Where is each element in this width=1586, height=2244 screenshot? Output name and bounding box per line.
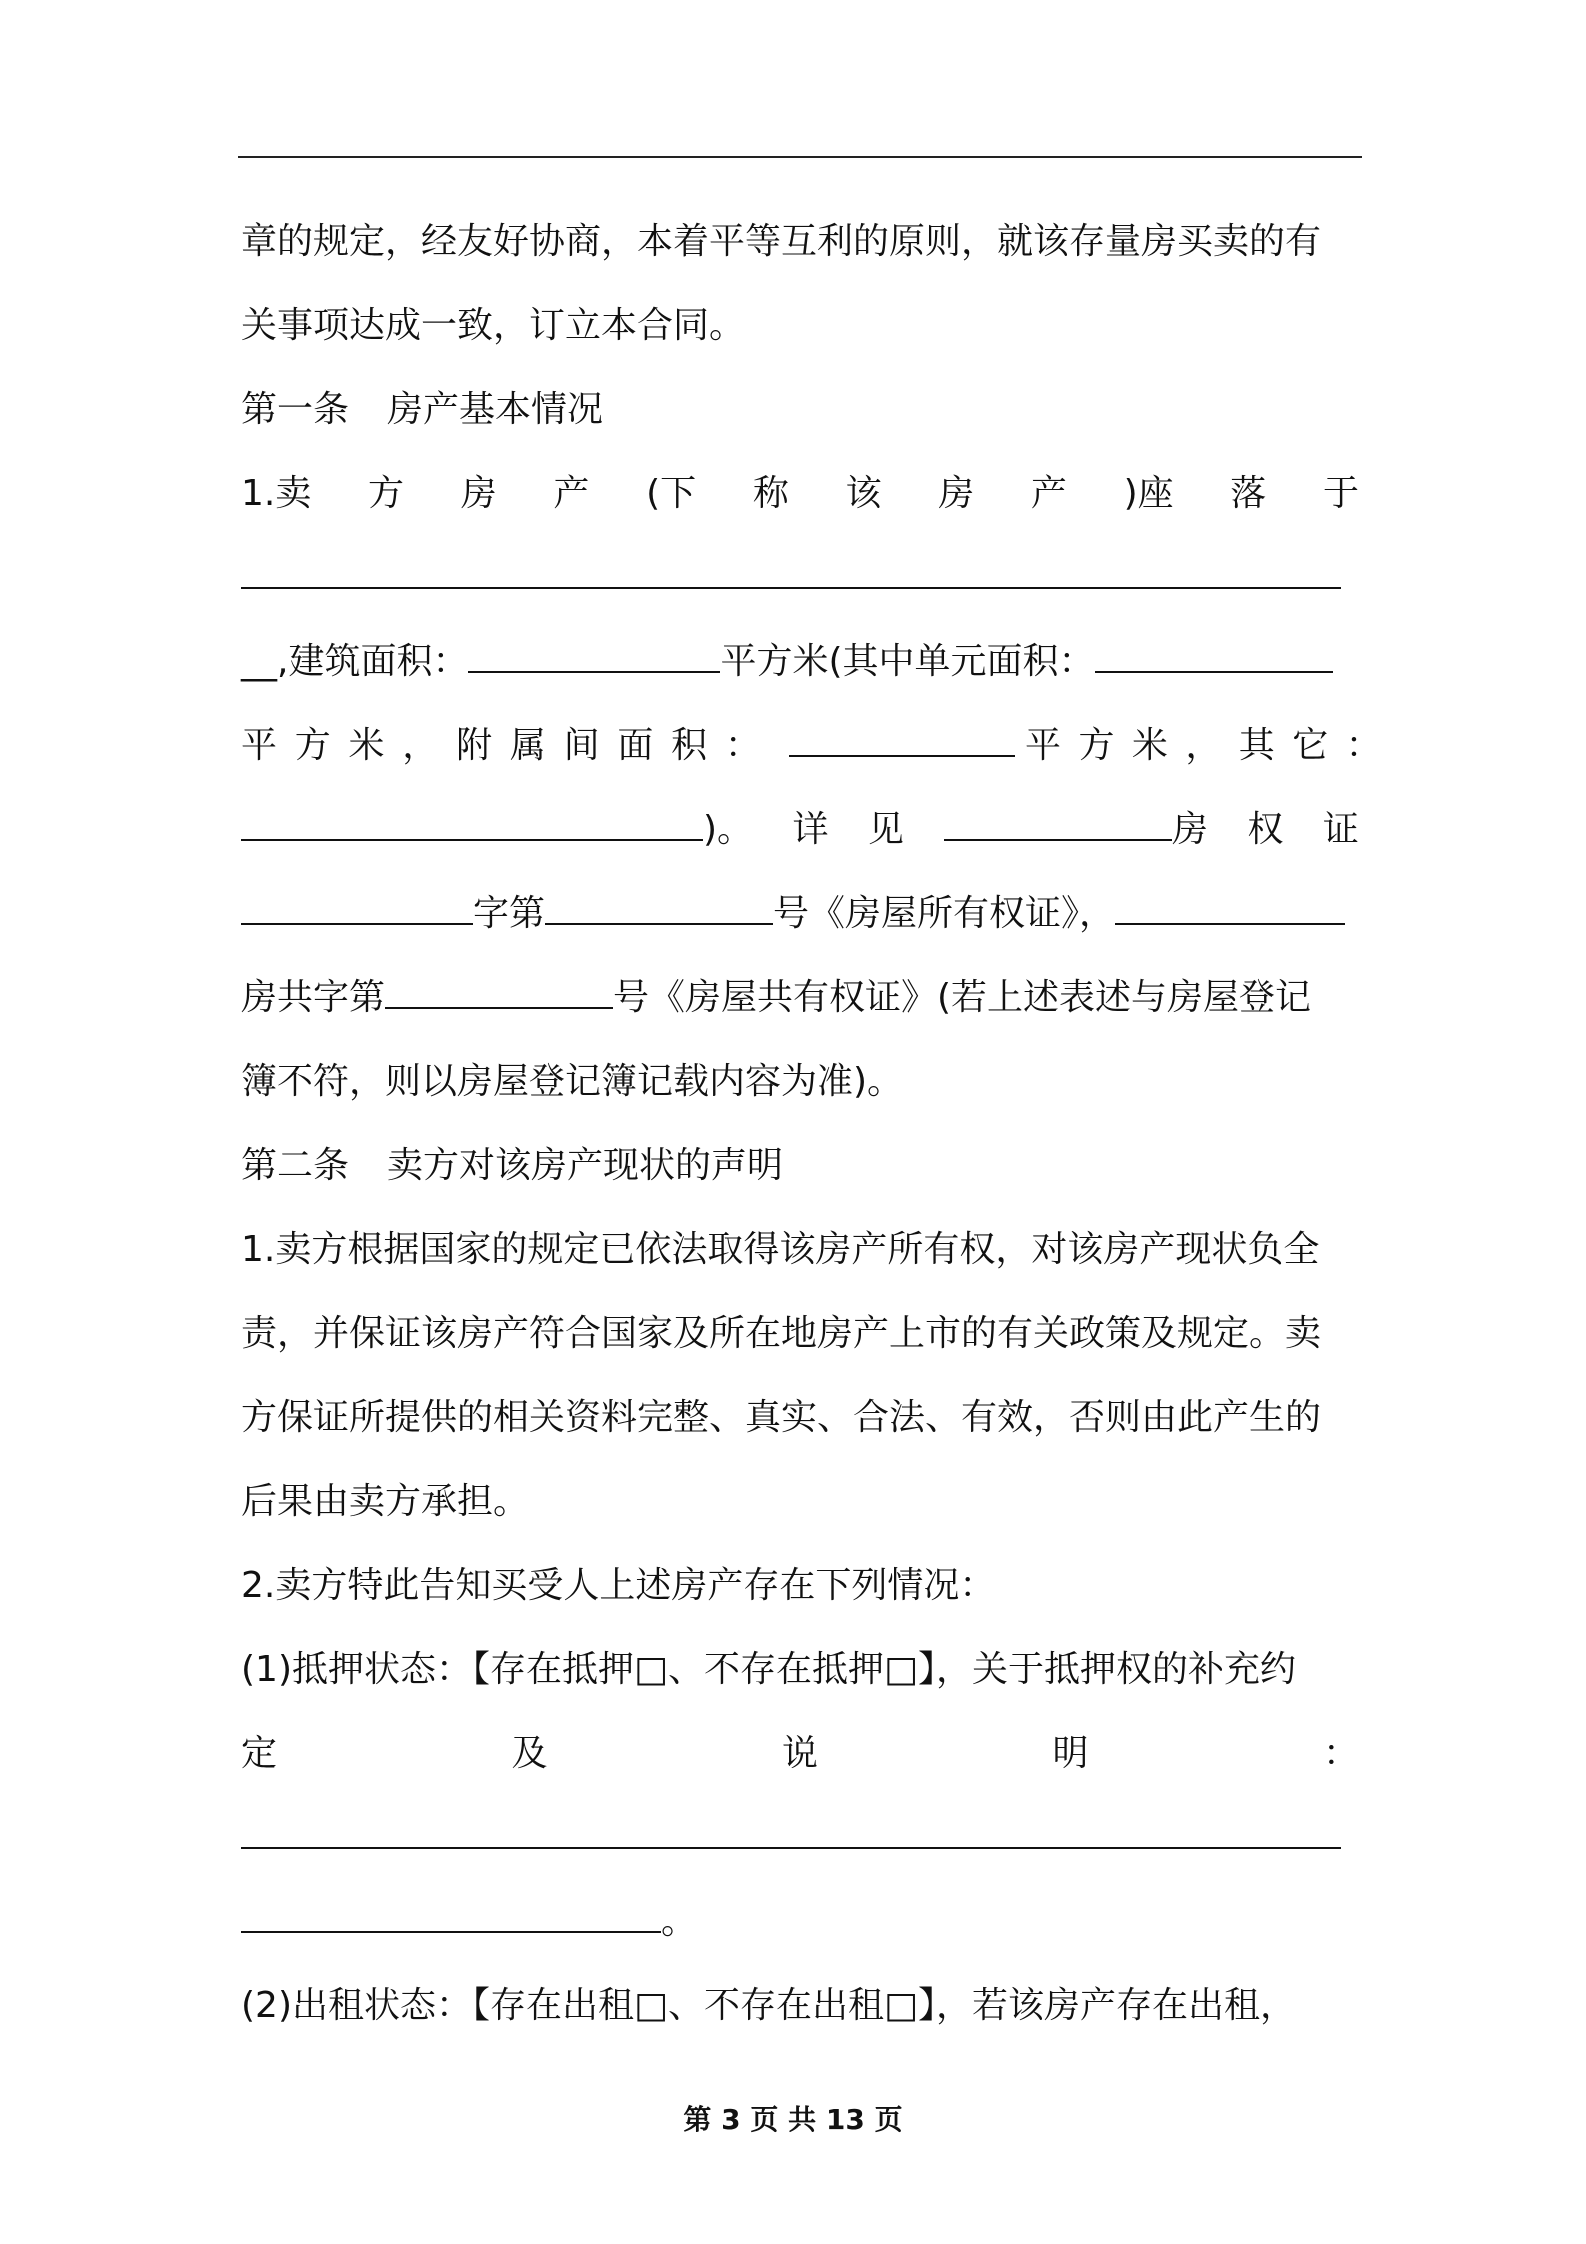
text-token: 号《房屋所有权证》， [773, 893, 1116, 934]
article-title: 房产基本情况 [387, 389, 604, 430]
paragraph-line: 关事项达成一致，订立本合同。 [241, 305, 746, 346]
certificate-word-blank[interactable] [241, 893, 473, 925]
paragraph-line: (1)抵押状态：【存在抵押□、不存在抵押□】，关于抵押权的补充约 [241, 1649, 1297, 1690]
text-token: 于 [1322, 473, 1359, 514]
text-token: 明 [1052, 1733, 1089, 1774]
text-token: 积 [671, 725, 708, 766]
supplement-label-line [241, 1712, 1359, 1796]
ancillary-area-blank[interactable] [789, 725, 1015, 757]
other-area-blank[interactable] [241, 809, 703, 841]
property-location-line [241, 452, 1359, 536]
paragraph-line: 章的规定，经友好协商，本着平等互利的原则，就该存量房买卖的有 [241, 221, 1322, 262]
certificate-line [241, 788, 1359, 872]
text-token: 房共字第 [241, 977, 386, 1018]
page-number: 第 3 页 共 13 页 [683, 2103, 903, 2136]
text-token: 。 [661, 1901, 698, 1942]
text-token: 房 权 证 [1171, 809, 1359, 850]
paragraph-line: 簿不符，则以房屋登记簿记载内容为准)。 [241, 1061, 904, 1102]
article-1-heading [241, 368, 1359, 452]
paragraph-line: 2.卖方特此告知买受人上述房产存在下列情况： [241, 1565, 996, 1606]
text-token: 及 [511, 1733, 548, 1774]
unit-area-blank[interactable] [1095, 641, 1333, 673]
text-token: 平 [241, 725, 278, 766]
text-token: 产 [553, 473, 590, 514]
text-token: 间 [563, 725, 600, 766]
article-2-heading [241, 1124, 1359, 1208]
text-token: 字第 [473, 893, 546, 934]
article-title: 卖方对该房产现状的声明 [387, 1145, 784, 1186]
blank-line [241, 1796, 1359, 1880]
area-line-2 [241, 704, 1382, 788]
text-token: 面 [617, 725, 654, 766]
text-token: ， [402, 725, 439, 766]
paragraph-line: (2)出租状态：【存在出租□、不存在出租□】，若该房产存在出租， [241, 1985, 1297, 2026]
text-token: 落 [1230, 473, 1267, 514]
paragraph-line: 1.卖方根据国家的规定已依法取得该房产所有权，对该房产现状负全 [241, 1229, 1320, 1270]
text-token: 说 [781, 1733, 818, 1774]
text-token: ,建筑面积： [277, 641, 469, 682]
text-token: ： [1322, 1733, 1359, 1774]
co-ownership-number-blank[interactable] [385, 977, 613, 1009]
contract-body [241, 200, 1382, 2048]
text-token: 属 [509, 725, 546, 766]
certificate-number-blank[interactable] [545, 893, 773, 925]
mortgage-note-blank[interactable] [241, 1817, 1341, 1849]
text-token: __ [241, 641, 277, 682]
address-blank[interactable] [241, 557, 1341, 589]
building-area-blank[interactable] [468, 641, 720, 673]
text-token: 方 [368, 473, 405, 514]
paragraph-line: 后果由卖方承担。 [241, 1481, 530, 1522]
article-number: 第一条 [241, 389, 350, 430]
certificate-region-blank[interactable] [944, 809, 1172, 841]
paragraph-line: 方保证所提供的相关资料完整、真实、合法、有效，否则由此产生的 [241, 1397, 1322, 1438]
area-line [241, 620, 1359, 704]
text-token: 产 [1030, 473, 1067, 514]
text-token: 附 [456, 725, 493, 766]
text-token: 定 [241, 1733, 278, 1774]
text-token: 房 [460, 473, 497, 514]
text-token: 平 方 米 ， 其 它 ： [1025, 725, 1382, 766]
text-token: 方 [294, 725, 331, 766]
text-token: 米 [348, 725, 385, 766]
co-ownership-region-blank[interactable] [1115, 893, 1345, 925]
text-token: 平方米(其中单元面积： [720, 641, 1095, 682]
text-token: ： [724, 725, 761, 766]
certificate-number-line [241, 872, 1359, 956]
text-token: )。 详 见 [703, 809, 904, 850]
text-token: 房 [938, 473, 975, 514]
article-number: 第二条 [241, 1145, 350, 1186]
co-ownership-line [241, 956, 1359, 1040]
text-token: 称 [752, 473, 789, 514]
text-token: )座 [1123, 473, 1174, 514]
text-token: 1.卖 [241, 473, 312, 514]
blank-line [241, 1880, 1359, 1964]
paragraph-line: 责，并保证该房产符合国家及所在地房产上市的有关政策及规定。卖 [241, 1313, 1322, 1354]
mortgage-note-blank-2[interactable] [241, 1901, 661, 1933]
text-token: (下 [646, 473, 697, 514]
blank-line [241, 536, 1359, 620]
text-token: 号《房屋共有权证》(若上述表述与房屋登记 [613, 977, 1312, 1018]
text-token: 该 [845, 473, 882, 514]
header-rule [238, 156, 1362, 158]
